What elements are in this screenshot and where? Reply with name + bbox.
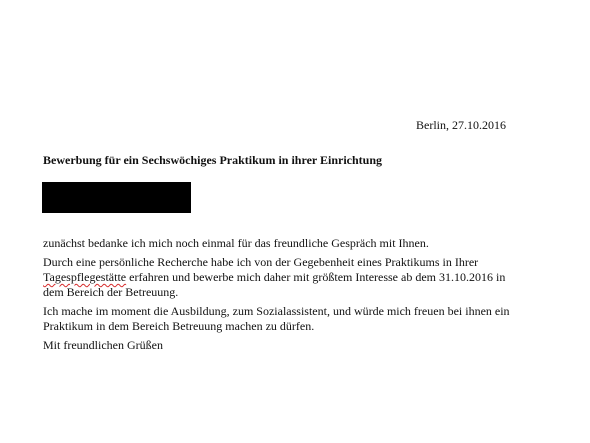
subject-line: Bewerbung für ein Sechswöchiges Praktikum in ihrer Einrichtung	[43, 153, 383, 167]
paragraph-training-line-2: Praktikum in dem Bereich Betreuung machen zu dürfen.	[43, 319, 315, 333]
paragraph-research	[43, 255, 553, 300]
paragraph-thanks	[43, 236, 553, 251]
closing-text: Mit freundlichen Grüßen	[43, 338, 163, 352]
paragraph-research-line-3: dem Bereich der Betreuung.	[43, 285, 179, 299]
letter-body	[43, 236, 553, 357]
spellcheck-flagged-word[interactable]: Tagespflegestätte	[43, 270, 127, 284]
paragraph-research-line-1: Durch eine persönliche Recherche habe ich von der Gegebenheit eines Praktikums in Ihrer	[43, 255, 479, 269]
place-and-date: Berlin, 27.10.2016	[416, 118, 506, 132]
paragraph-research-line-2	[43, 270, 553, 285]
redacted-salutation-block	[42, 182, 191, 213]
paragraph-training-line-1: Ich mache im moment die Ausbildung, zum Sozialassistent, und würde mich freuen bei ihnen ein	[43, 304, 510, 318]
paragraph-research-line-2-rest: erfahren und bewerbe mich daher mit größtem Interesse ab dem 31.10.2016 in	[126, 270, 506, 284]
closing-formula	[43, 338, 553, 353]
paragraph-thanks-text: zunächst bedanke ich mich noch einmal für das freundliche Gespräch mit Ihnen.	[43, 236, 429, 250]
paragraph-training	[43, 304, 553, 334]
